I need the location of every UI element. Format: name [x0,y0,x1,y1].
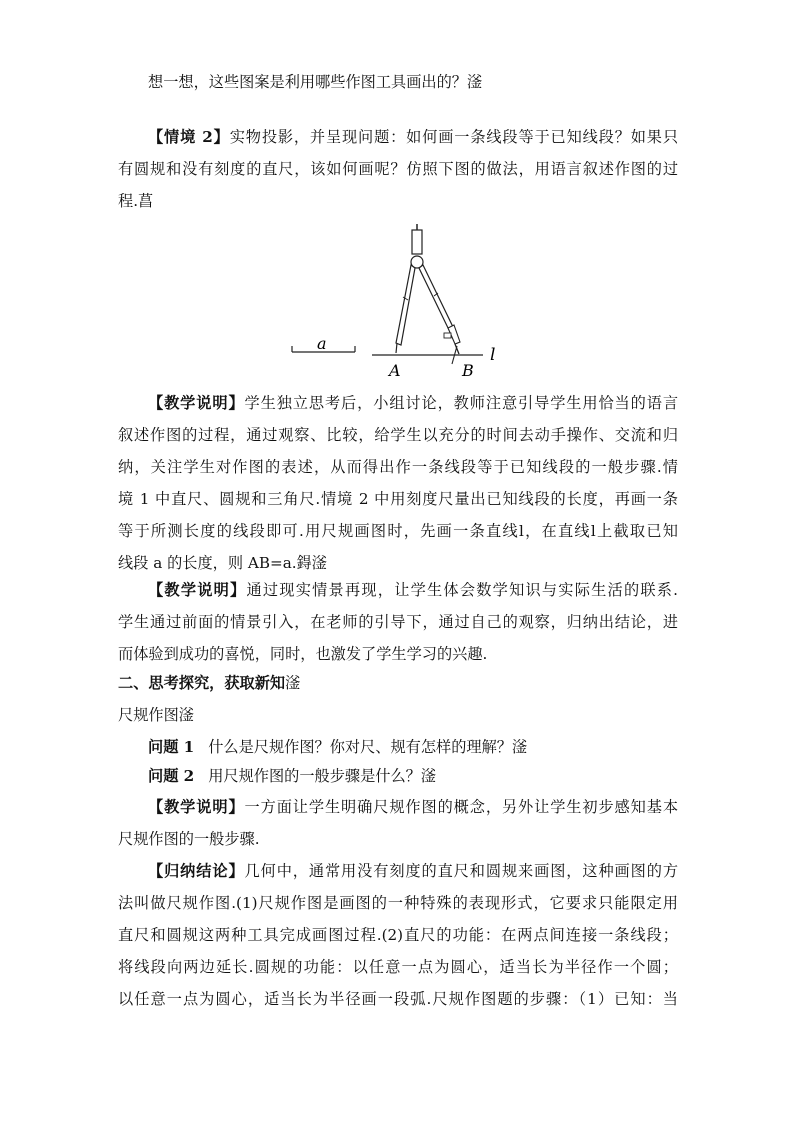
point-label-a: A [389,361,401,380]
question-2-text: 用尺规作图的一般步骤是什么？滏 [208,767,437,785]
note2-line3: 而体验到成功的喜悦，同时，也激发了学生学习的兴趣. [118,645,488,663]
note3-line1 [148,797,678,817]
question-2-label: 问题 2 [148,767,195,785]
section2-subheading: 尺规作图滏 [118,706,194,724]
scenario2-label: 【情境 2】 [148,128,230,146]
note3-line2: 尺规作图的一般步骤. [118,830,260,848]
question-1 [148,737,678,757]
question-1-text: 什么是尺规作图？你对尺、规有怎样的理解？滏 [208,738,528,756]
note2-text1: 通过现实情景再现，让学生体会数学知识与实际生活的联系. [246,581,679,599]
question-1-label: 问题 1 [148,738,195,756]
scenario2-text1: 实物投影，并呈现问题：如何画一条线段等于已知线段？如果只 [229,128,679,146]
line-label-l: l [490,345,496,365]
note3-label: 【教学说明】 [148,798,245,816]
section2-heading: 二、思考探究，获取新知 [118,674,286,692]
point-label-b: B [462,361,474,380]
conclusion-line2: 法叫做尺规作图.(1)尺规作图是画图的一种特殊的表现形式，它要求只能限定用 [118,894,678,912]
conclusion-line3: 直尺和圆规这两种工具完成画图过程.(2)直尺的功能：在两点间连接一条线段； [118,926,678,944]
note2-label: 【教学说明】 [148,581,247,599]
scenario2-line2: 有圆规和没有刻度的直尺，该如何画呢？仿照下图的做法，用语言叙述作图的过 [118,160,678,178]
note1-line6: 线段 a 的长度，则 AB=a.鍀滏 [118,554,327,572]
compass-construction-figure [285,222,510,380]
conclusion-line5: 以任意一点为圆心，适当长为半径画一段弧.尺规作图题的步骤：（1）已知：当 [118,990,678,1008]
note1-label: 【教学说明】 [148,394,245,412]
note1-line2: 叙述作图的过程，通过观察、比较，给学生以充分的时间去动手操作、交流和归 [118,426,678,444]
note1-line5: 等于所测长度的线段即可.用尺规画图时，先画一条直线l，在直线l上截取已知 [118,522,678,540]
note1-line4: 境 1 中直尺、圆规和三角尺.情境 2 中用刻度尺量出已知线段的长度，再画一条 [118,490,678,508]
section2-heading-line [118,673,678,693]
note2-line2: 学生通过前面的情景引入，在老师的引导下，通过自己的观察，归纳出结论，进 [118,613,678,631]
conclusion-text1: 几何中，通常用没有刻度的直尺和圆规来画图，这种画图的方 [244,862,679,880]
note3-text1: 一方面让学生明确尺规作图的概念，另外让学生初步感知基本 [244,798,679,816]
scenario2-line3: 程.菖 [118,192,154,210]
conclusion-label: 【归纳结论】 [148,862,245,880]
segment-label-a: a [317,334,327,353]
conclusion-line1 [148,861,678,881]
conclusion-line4: 将线段向两边延长.圆规的功能：以任意一点为圆心，适当长为半径作一个圆； [118,958,678,976]
question-2 [148,766,678,786]
compass-icon [396,224,460,354]
scenario2-line1 [148,127,678,147]
note1-line3: 纳，关注学生对作图的表述，从而得出作一条线段等于已知线段的一般步骤.情 [118,458,678,476]
note2-line1 [148,580,678,600]
note1-line1 [148,393,678,413]
intro-text: 想一想，这些图案是利用哪些作图工具画出的？滏 [148,73,483,91]
note1-text1: 学生独立思考后，小组讨论，教师注意引导学生用恰当的语言 [244,394,679,412]
section2-heading-suffix: 滏 [285,674,301,692]
